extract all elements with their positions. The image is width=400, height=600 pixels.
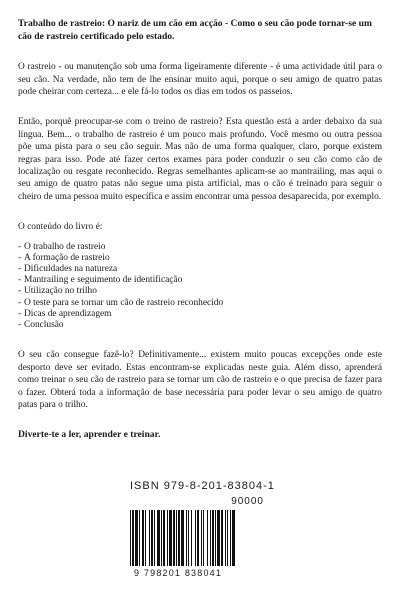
toc-item: - Utilização no trilho: [18, 286, 97, 297]
barcode-digits: 9 798201 838041: [134, 568, 223, 578]
toc-item: - O trabalho de rastreio: [18, 241, 106, 252]
back-cover: [18, 18, 382, 440]
price-code: 90000: [231, 496, 264, 507]
barcode-bars-icon: [126, 510, 266, 568]
toc-item: - A formação de rastreio: [18, 252, 110, 263]
toc-item: - Mantrailing e seguimento de identificação: [18, 275, 183, 286]
toc-item: - O teste para se tornar um cão de rastreio reconhecido: [18, 297, 224, 308]
toc-item: - Dificuldades na natureza: [18, 264, 118, 275]
toc-intro: O conteúdo do livro é:: [18, 222, 103, 233]
isbn-barcode: [126, 480, 275, 586]
paragraph-intro: O rastreio - ou manutenção sob uma forma ligeiramente diferente - é uma actividade útil para o seu cão. Na verdade, não tem de lhe ensinar muito aqui, porque o seu amigo de quatro patas pode cheirar com certeza... e ele fá-lo todos os dias em todos os passeios.: [18, 62, 382, 97]
closing-line: Diverte-te a ler, aprender e treinar.: [18, 429, 161, 441]
blurb-heading: Trabalho de rastreio: O nariz de um cão em acção - Como o seu cão pode tornar-se um cão de rastreio certificado pelo estado.: [18, 18, 372, 42]
toc-item: - Dicas de aprendizagem: [18, 308, 112, 319]
paragraph-training: Então, porquê preocupar-se com o treino de rastreio? Esta questão está a arder debaixo da sua língua. Bem... o trabalho de rastreio é um pouco mais profundo. Você mesmo ou outra pessoa põe uma pista para o seu cão seguir. Mas não de uma forma qualquer, claro, porque existem regras para isso. Pode até fazer certos exames para poder conduzir o seu cão como cão de localização ou resgate reconhecido. Regras semelhantes aplicam-se ao mantrailing, mas aqui o seu amigo de quatro patas não segue uma pista artificial, mas o cão é treinado para seguir o cheiro de uma pessoa muito específica e assim encontrar uma pessoa desaparecida, por exemplo.: [18, 117, 382, 202]
toc-list: [18, 242, 382, 332]
toc-item: - Conclusão: [18, 320, 64, 331]
paragraph-final: O seu cão consegue fazê-lo? Definitivamente... existem muito poucas excepções onde este desporto deve ser evitado. Estas encontram-se explicadas neste guia. Além disso, aprenderá como treinar o seu cão de rastreio para se tornar um cão de rastreio e o que precisa de fazer para o fazer. Obterá toda a informação de base necessária para poder levar o seu amigo de quatro patas para o trilho.: [18, 350, 382, 410]
isbn-label: ISBN 979-8-201-83804-1: [130, 480, 275, 492]
